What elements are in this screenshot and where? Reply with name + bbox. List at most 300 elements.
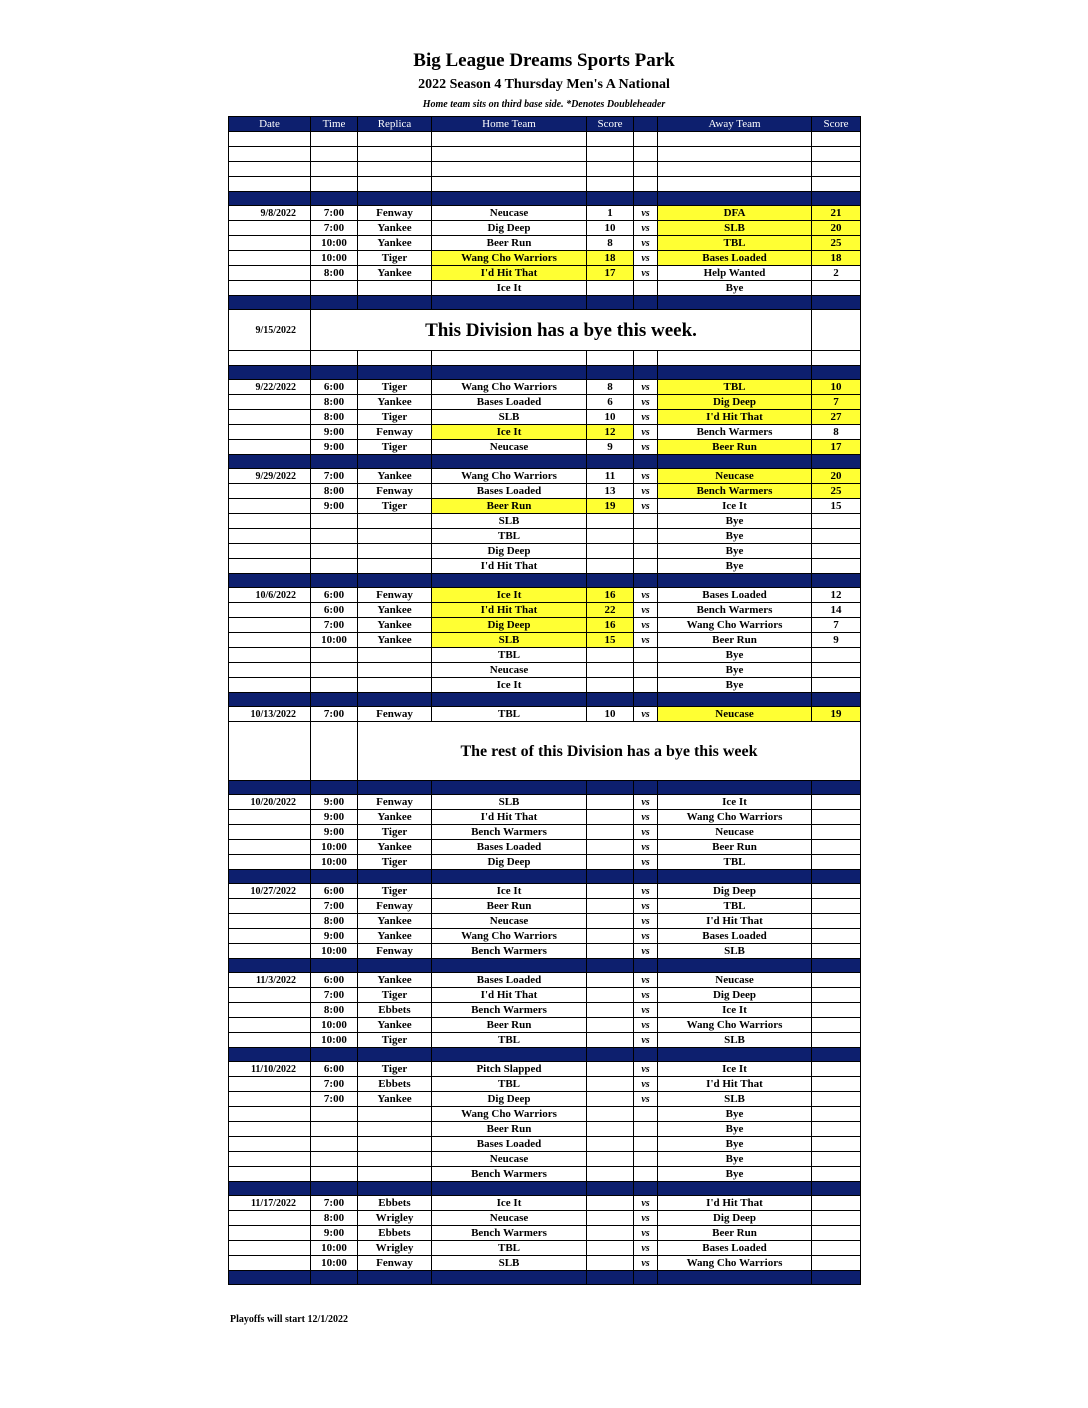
home-score <box>587 1241 634 1256</box>
game-date: 9/15/2022 <box>229 310 311 351</box>
header-home-score: Score <box>587 117 634 132</box>
home-team: Bench Warmers <box>432 944 587 959</box>
empty-cell <box>812 132 861 147</box>
vs-label: vs <box>634 206 658 221</box>
away-team: SLB <box>658 1033 812 1048</box>
empty-cell <box>812 1107 861 1122</box>
game-row <box>229 618 861 633</box>
home-team: TBL <box>432 1241 587 1256</box>
vs-label: vs <box>634 221 658 236</box>
home-team: Bases Loaded <box>432 395 587 410</box>
separator-cell <box>229 366 311 380</box>
separator-cell <box>812 366 861 380</box>
week-separator <box>229 574 861 588</box>
empty-cell <box>311 351 358 366</box>
game-row <box>229 380 861 395</box>
vs-label: vs <box>634 1033 658 1048</box>
empty-cell <box>587 147 634 162</box>
game-time: 9:00 <box>311 825 358 840</box>
away-team: Dig Deep <box>658 395 812 410</box>
separator-cell <box>229 870 311 884</box>
game-time: 9:00 <box>311 440 358 455</box>
home-team: Wang Cho Warriors <box>432 469 587 484</box>
empty-cell <box>812 177 861 192</box>
separator-cell <box>358 574 432 588</box>
separator-cell <box>634 693 658 707</box>
game-time: 8:00 <box>311 395 358 410</box>
away-team: Bases Loaded <box>658 588 812 603</box>
home-team: SLB <box>432 1256 587 1271</box>
separator-cell <box>432 959 587 973</box>
home-score <box>587 929 634 944</box>
bye-row <box>229 281 861 296</box>
empty-cell <box>587 514 634 529</box>
vs-label: vs <box>634 1062 658 1077</box>
away-score <box>812 1092 861 1107</box>
week-separator <box>229 1048 861 1062</box>
empty-cell <box>634 177 658 192</box>
home-team: Bases Loaded <box>432 1137 587 1152</box>
away-score <box>812 973 861 988</box>
bye-row <box>229 514 861 529</box>
empty-cell <box>311 529 358 544</box>
separator-cell <box>812 693 861 707</box>
vs-label: vs <box>634 236 658 251</box>
game-row <box>229 899 861 914</box>
separator-cell <box>634 366 658 380</box>
separator-cell <box>358 1182 432 1196</box>
separator-cell <box>432 192 587 206</box>
home-score <box>587 1018 634 1033</box>
week-separator <box>229 693 861 707</box>
separator-cell <box>358 959 432 973</box>
home-team: I'd Hit That <box>432 266 587 281</box>
game-row <box>229 855 861 870</box>
away-team: Beer Run <box>658 1226 812 1241</box>
separator-cell <box>587 192 634 206</box>
empty-cell <box>229 529 311 544</box>
empty-cell <box>229 1152 311 1167</box>
away-score: 14 <box>812 603 861 618</box>
empty-cell <box>634 1137 658 1152</box>
vs-label: vs <box>634 707 658 722</box>
field-replica: Yankee <box>358 395 432 410</box>
away-team: Bye <box>658 648 812 663</box>
vs-label: vs <box>634 1092 658 1107</box>
away-team: Bye <box>658 1122 812 1137</box>
field-replica: Tiger <box>358 884 432 899</box>
field-replica: Fenway <box>358 1256 432 1271</box>
game-time: 7:00 <box>311 1077 358 1092</box>
field-replica: Yankee <box>358 973 432 988</box>
week-separator <box>229 296 861 310</box>
header-replica: Replica <box>358 117 432 132</box>
vs-label: vs <box>634 840 658 855</box>
empty-cell <box>358 1167 432 1182</box>
home-team: Bench Warmers <box>432 825 587 840</box>
game-time: 6:00 <box>311 1062 358 1077</box>
separator-cell <box>634 1271 658 1285</box>
empty-cell <box>587 1122 634 1137</box>
away-score: 18 <box>812 251 861 266</box>
game-time: 6:00 <box>311 380 358 395</box>
game-time: 7:00 <box>311 469 358 484</box>
game-time: 10:00 <box>311 251 358 266</box>
game-date <box>229 499 311 514</box>
empty-cell <box>358 544 432 559</box>
vs-label: vs <box>634 884 658 899</box>
empty-cell <box>358 281 432 296</box>
separator-cell <box>658 192 812 206</box>
field-replica: Yankee <box>358 929 432 944</box>
empty-cell <box>358 1122 432 1137</box>
bye-row <box>229 1122 861 1137</box>
separator-cell <box>812 1271 861 1285</box>
home-score: 6 <box>587 395 634 410</box>
away-score: 27 <box>812 410 861 425</box>
game-date <box>229 1241 311 1256</box>
game-date <box>229 914 311 929</box>
home-team: Wang Cho Warriors <box>432 380 587 395</box>
game-date <box>229 236 311 251</box>
empty-cell <box>229 722 311 781</box>
separator-cell <box>358 1271 432 1285</box>
home-team: SLB <box>432 410 587 425</box>
empty-cell <box>812 147 861 162</box>
header-time: Time <box>311 117 358 132</box>
separator-cell <box>311 870 358 884</box>
game-row <box>229 1092 861 1107</box>
home-score: 15 <box>587 633 634 648</box>
game-row <box>229 236 861 251</box>
vs-label: vs <box>634 1256 658 1271</box>
separator-cell <box>812 959 861 973</box>
game-date <box>229 395 311 410</box>
empty-cell <box>311 177 358 192</box>
away-score: 25 <box>812 236 861 251</box>
week-separator <box>229 1182 861 1196</box>
away-team: Help Wanted <box>658 266 812 281</box>
away-team: Neucase <box>658 973 812 988</box>
empty-cell <box>311 1122 358 1137</box>
away-team: Bye <box>658 514 812 529</box>
away-team: Bye <box>658 544 812 559</box>
empty-cell <box>812 648 861 663</box>
game-date <box>229 618 311 633</box>
game-time: 9:00 <box>311 1226 358 1241</box>
separator-cell <box>229 781 311 795</box>
game-date <box>229 855 311 870</box>
vs-label: vs <box>634 914 658 929</box>
home-team: Ice It <box>432 588 587 603</box>
game-row <box>229 1256 861 1271</box>
game-date <box>229 440 311 455</box>
vs-label: vs <box>634 425 658 440</box>
field-replica: Yankee <box>358 236 432 251</box>
game-row <box>229 1196 861 1211</box>
game-row <box>229 795 861 810</box>
empty-cell <box>634 351 658 366</box>
separator-cell <box>311 1271 358 1285</box>
empty-cell <box>229 147 311 162</box>
separator-cell <box>634 1048 658 1062</box>
bye-row <box>229 529 861 544</box>
away-score <box>812 929 861 944</box>
empty-cell <box>229 544 311 559</box>
home-score <box>587 1211 634 1226</box>
game-row <box>229 1241 861 1256</box>
game-time: 9:00 <box>311 425 358 440</box>
empty-cell <box>634 281 658 296</box>
home-team: Bench Warmers <box>432 1167 587 1182</box>
home-score: 18 <box>587 251 634 266</box>
empty-cell <box>432 147 587 162</box>
empty-cell <box>358 1137 432 1152</box>
away-score <box>812 855 861 870</box>
home-score <box>587 884 634 899</box>
page-subtitle: 2022 Season 4 Thursday Men's A National <box>418 77 670 92</box>
home-team: Neucase <box>432 914 587 929</box>
game-date <box>229 251 311 266</box>
empty-cell <box>634 162 658 177</box>
game-date <box>229 1077 311 1092</box>
vs-label: vs <box>634 1241 658 1256</box>
game-time: 9:00 <box>311 795 358 810</box>
away-team: Neucase <box>658 707 812 722</box>
away-score <box>812 944 861 959</box>
week-separator <box>229 870 861 884</box>
away-score <box>812 1003 861 1018</box>
vs-label: vs <box>634 603 658 618</box>
away-score <box>812 1226 861 1241</box>
empty-cell <box>311 147 358 162</box>
home-score: 12 <box>587 425 634 440</box>
home-score <box>587 1256 634 1271</box>
empty-row <box>229 162 861 177</box>
home-score: 11 <box>587 469 634 484</box>
empty-cell <box>634 1167 658 1182</box>
home-team: Dig Deep <box>432 544 587 559</box>
empty-cell <box>634 514 658 529</box>
game-date: 11/17/2022 <box>229 1196 311 1211</box>
game-row <box>229 884 861 899</box>
separator-cell <box>311 366 358 380</box>
field-replica: Fenway <box>358 206 432 221</box>
empty-cell <box>587 1152 634 1167</box>
home-score <box>587 988 634 1003</box>
field-replica: Yankee <box>358 266 432 281</box>
home-team: Beer Run <box>432 236 587 251</box>
schedule-table <box>228 116 861 1285</box>
separator-cell <box>587 1182 634 1196</box>
away-score: 7 <box>812 395 861 410</box>
separator-cell <box>432 455 587 469</box>
page-title: Big League Dreams Sports Park <box>413 50 675 71</box>
empty-row <box>229 351 861 366</box>
game-row <box>229 825 861 840</box>
away-team: I'd Hit That <box>658 914 812 929</box>
home-score <box>587 825 634 840</box>
home-team: I'd Hit That <box>432 603 587 618</box>
empty-row <box>229 177 861 192</box>
empty-cell <box>658 351 812 366</box>
game-row <box>229 499 861 514</box>
separator-cell <box>311 1182 358 1196</box>
separator-cell <box>587 870 634 884</box>
game-date: 10/20/2022 <box>229 795 311 810</box>
empty-cell <box>634 663 658 678</box>
empty-cell <box>812 1137 861 1152</box>
empty-cell <box>812 1167 861 1182</box>
game-row <box>229 440 861 455</box>
game-date <box>229 484 311 499</box>
field-replica: Ebbets <box>358 1077 432 1092</box>
week-separator <box>229 781 861 795</box>
game-time: 10:00 <box>311 1241 358 1256</box>
away-score: 10 <box>812 380 861 395</box>
game-date: 9/8/2022 <box>229 206 311 221</box>
home-team: I'd Hit That <box>432 988 587 1003</box>
home-score <box>587 1062 634 1077</box>
separator-cell <box>634 574 658 588</box>
home-team: Wang Cho Warriors <box>432 1107 587 1122</box>
separator-cell <box>658 1048 812 1062</box>
header-vs <box>634 117 658 132</box>
field-replica: Fenway <box>358 588 432 603</box>
separator-cell <box>432 1271 587 1285</box>
empty-cell <box>311 1107 358 1122</box>
field-replica: Fenway <box>358 899 432 914</box>
separator-cell <box>634 781 658 795</box>
separator-cell <box>229 574 311 588</box>
separator-cell <box>311 574 358 588</box>
home-score <box>587 795 634 810</box>
bye-week-message: This Division has a bye this week. <box>311 310 812 351</box>
empty-cell <box>587 544 634 559</box>
separator-cell <box>812 1182 861 1196</box>
separator-cell <box>658 1182 812 1196</box>
home-team: Ice It <box>432 678 587 693</box>
away-team: Bases Loaded <box>658 929 812 944</box>
home-score: 19 <box>587 499 634 514</box>
home-team: TBL <box>432 529 587 544</box>
empty-cell <box>432 132 587 147</box>
separator-cell <box>658 1271 812 1285</box>
field-replica: Fenway <box>358 795 432 810</box>
home-team: I'd Hit That <box>432 810 587 825</box>
game-date <box>229 221 311 236</box>
away-team: Bye <box>658 1107 812 1122</box>
field-replica: Ebbets <box>358 1226 432 1241</box>
home-team: Bases Loaded <box>432 484 587 499</box>
game-date <box>229 266 311 281</box>
game-row <box>229 944 861 959</box>
home-team: Dig Deep <box>432 618 587 633</box>
game-row <box>229 1033 861 1048</box>
separator-cell <box>432 870 587 884</box>
home-score: 17 <box>587 266 634 281</box>
away-team: Dig Deep <box>658 988 812 1003</box>
away-score: 17 <box>812 440 861 455</box>
separator-cell <box>311 693 358 707</box>
away-team: SLB <box>658 1092 812 1107</box>
empty-cell <box>358 132 432 147</box>
field-replica: Tiger <box>358 380 432 395</box>
separator-cell <box>229 1048 311 1062</box>
separator-cell <box>634 192 658 206</box>
vs-label: vs <box>634 588 658 603</box>
empty-cell <box>812 544 861 559</box>
empty-cell <box>229 162 311 177</box>
home-team: SLB <box>432 514 587 529</box>
game-row <box>229 425 861 440</box>
empty-cell <box>812 1152 861 1167</box>
vs-label: vs <box>634 988 658 1003</box>
home-score <box>587 855 634 870</box>
home-team: Bench Warmers <box>432 1003 587 1018</box>
game-time: 10:00 <box>311 236 358 251</box>
vs-label: vs <box>634 855 658 870</box>
separator-cell <box>229 1182 311 1196</box>
game-row <box>229 469 861 484</box>
home-team: SLB <box>432 633 587 648</box>
away-team: Neucase <box>658 825 812 840</box>
field-replica: Ebbets <box>358 1196 432 1211</box>
field-replica: Yankee <box>358 221 432 236</box>
field-replica: Fenway <box>358 944 432 959</box>
empty-cell <box>634 529 658 544</box>
empty-cell <box>812 663 861 678</box>
empty-cell <box>311 678 358 693</box>
away-team: DFA <box>658 206 812 221</box>
away-team: Bye <box>658 1137 812 1152</box>
empty-cell <box>229 678 311 693</box>
home-score: 13 <box>587 484 634 499</box>
separator-cell <box>634 455 658 469</box>
away-team: TBL <box>658 236 812 251</box>
game-date <box>229 840 311 855</box>
home-score: 10 <box>587 221 634 236</box>
game-row <box>229 840 861 855</box>
game-time: 10:00 <box>311 1033 358 1048</box>
empty-cell <box>229 1122 311 1137</box>
game-time: 9:00 <box>311 929 358 944</box>
away-score: 21 <box>812 206 861 221</box>
away-score: 15 <box>812 499 861 514</box>
empty-cell <box>634 1122 658 1137</box>
field-replica: Tiger <box>358 251 432 266</box>
separator-cell <box>311 296 358 310</box>
home-team: Pitch Slapped <box>432 1062 587 1077</box>
game-time: 8:00 <box>311 1003 358 1018</box>
vs-label: vs <box>634 899 658 914</box>
vs-label: vs <box>634 810 658 825</box>
field-replica: Tiger <box>358 440 432 455</box>
field-replica: Wrigley <box>358 1211 432 1226</box>
home-score: 9 <box>587 440 634 455</box>
empty-cell <box>358 663 432 678</box>
empty-cell <box>311 544 358 559</box>
vs-label: vs <box>634 929 658 944</box>
empty-cell <box>587 132 634 147</box>
separator-cell <box>229 1271 311 1285</box>
empty-cell <box>311 1167 358 1182</box>
empty-cell <box>358 678 432 693</box>
bye-row <box>229 1152 861 1167</box>
separator-cell <box>587 693 634 707</box>
home-team: Ice It <box>432 884 587 899</box>
separator-cell <box>587 366 634 380</box>
